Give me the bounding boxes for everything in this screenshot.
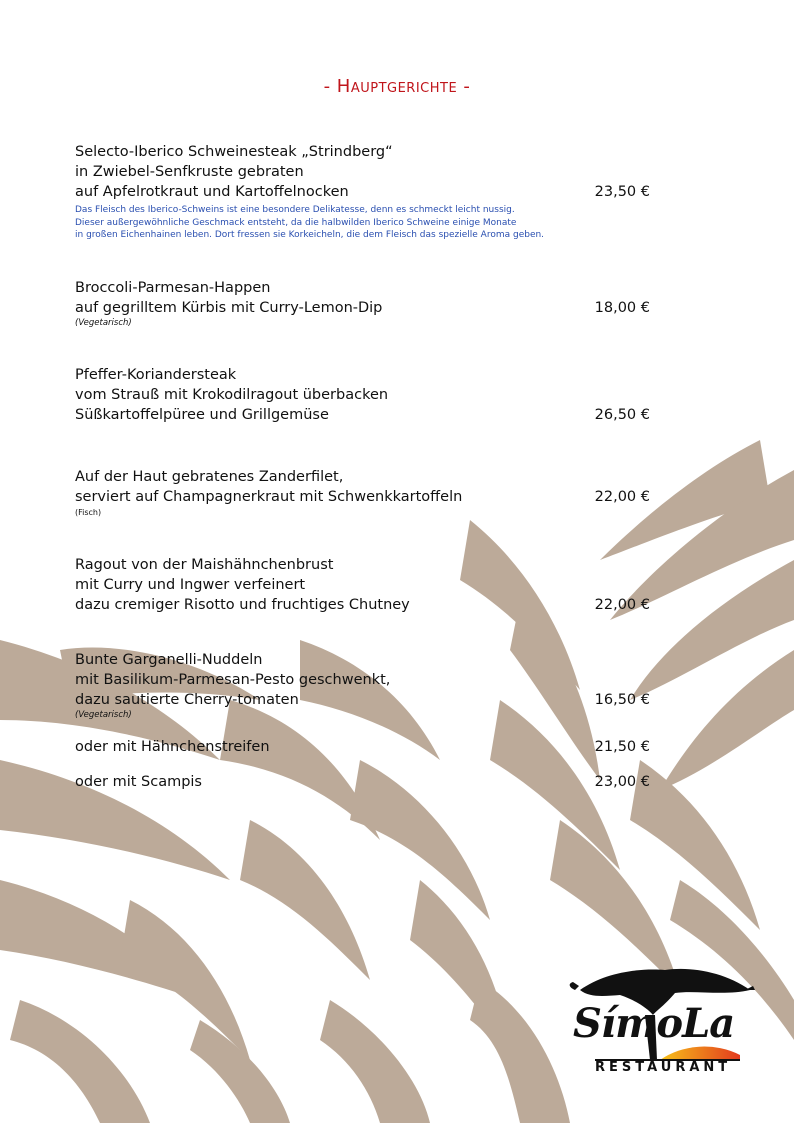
menu-item	[75, 737, 650, 757]
dish-line	[75, 737, 650, 757]
menu-item	[75, 142, 650, 242]
dish-note: (Fisch)	[75, 508, 102, 517]
dish-line-text: Süßkartoffelpüree und Grillgemüse	[75, 407, 329, 423]
dish-line: mit Curry und Ingwer verfeinert	[75, 577, 306, 593]
dish-line: mit Basilikum-Parmesan-Pesto geschwenkt,	[75, 672, 391, 688]
dish-price: 21,50 €	[594, 739, 650, 755]
dish-note: (Vegetarisch)	[75, 710, 132, 720]
dish-line: Bunte Garganelli-Nuddeln	[75, 652, 263, 668]
dish-line: Selecto-Iberico Schweinesteak „Strindberg“	[75, 144, 393, 160]
logo-name: SímoLa	[573, 1000, 735, 1047]
logo-subtitle: RESTAURANT	[595, 1060, 732, 1075]
dish-price: 18,00 €	[594, 300, 650, 316]
dish-line: Broccoli-Parmesan-Happen	[75, 280, 271, 296]
dish-description: Das Fleisch des Iberico-Schweins ist eine besondere Delikatesse, denn es schmeckt leicht nussig.	[75, 205, 515, 215]
menu-item	[75, 278, 650, 329]
dish-line	[75, 772, 650, 792]
menu-item	[75, 555, 650, 615]
dish-line: Pfeffer-Koriandersteak	[75, 367, 237, 383]
dish-price: 16,50 €	[594, 692, 650, 708]
restaurant-logo	[565, 960, 755, 1085]
dish-line: Auf der Haut gebratenes Zanderfilet,	[75, 469, 344, 485]
dish-line	[75, 690, 650, 710]
dish-price: 26,50 €	[594, 407, 650, 423]
dish-line: Ragout von der Maishähnchenbrust	[75, 557, 334, 573]
dish-line	[75, 298, 650, 318]
dish-line-text: oder mit Hähnchenstreifen	[75, 739, 270, 755]
dish-price: 22,00 €	[594, 597, 650, 613]
dish-price: 23,00 €	[594, 774, 650, 790]
dish-line	[75, 595, 650, 615]
dish-price: 22,00 €	[594, 489, 650, 505]
dish-price: 23,50 €	[594, 184, 650, 200]
menu-item	[75, 365, 650, 425]
dish-note: (Vegetarisch)	[75, 318, 132, 328]
menu-item	[75, 650, 650, 721]
dish-description: Dieser außergewöhnliche Geschmack entsteht, da die halbwilden Iberico Schweine einige Monate	[75, 217, 517, 228]
menu-item	[75, 772, 650, 792]
dish-line-text: dazu sautierte Cherry-tomaten	[75, 692, 299, 708]
dish-line: in Zwiebel-Senfkruste gebraten	[75, 164, 304, 180]
dish-line	[75, 405, 650, 425]
dish-line-text: oder mit Scampis	[75, 774, 202, 790]
dish-line: vom Strauß mit Krokodilragout überbacken	[75, 387, 389, 403]
dish-line	[75, 182, 650, 202]
dish-line-text: auf Apfelrotkraut und Kartoffelnocken	[75, 184, 349, 200]
dish-line-text: serviert auf Champagnerkraut mit Schwenkkartoffeln	[75, 489, 463, 505]
dish-line-text: dazu cremiger Risotto und fruchtiges Chutney	[75, 597, 410, 613]
menu-item	[75, 467, 650, 518]
dish-line	[75, 487, 650, 507]
dish-line-text: auf gegrilltem Kürbis mit Curry-Lemon-Dip	[75, 300, 383, 316]
page-title: - Hauptgerichte -	[323, 76, 471, 97]
dish-description: in großen Eichenhainen leben. Dort fressen sie Korkeicheln, die dem Fleisch das spezielle Aroma geben.	[75, 230, 545, 240]
